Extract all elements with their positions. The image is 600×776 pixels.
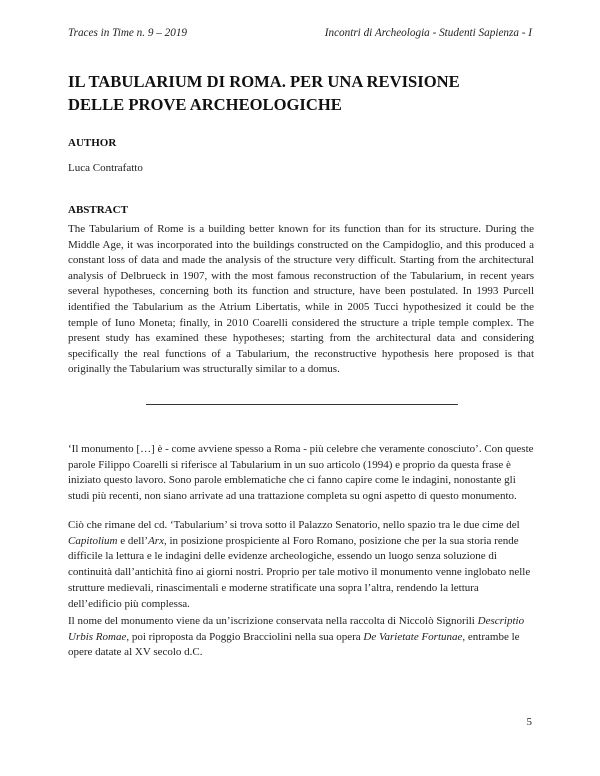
body-paragraph-3 bbox=[68, 614, 534, 661]
abstract-text: The Tabularium of Rome is a building better known for its function than for its structure. During the Middle Age, it was incorporated into the buildings constructed on the Campidoglio, and this produced a constant loss of data and made the analysis of the structure very difficult. Starting from the architectural analysis of Delbrueck in 1907, with the most famous reconstruction of the Tabularium, in recent years several hypotheses, concerning both its function and structure, have been postulated. In 1993 Purcell identified the Tabularium as the Atrium Libertatis, while in 2005 Tucci hypothesized it could be the temple of Iuno Moneta; finally, in 2010 Coarelli considered the structure a triple temple complex. The present study has examined these hypotheses; starting from the architectural data and considering specifically the real functions of a Tabularium, the reconstructive hypothesis here proposed is that originally the Tabularium was structurally similar to a domus. bbox=[68, 223, 534, 376]
body-paragraph-1: ‘Il monumento […] è - come avviene spesso a Roma - più celebre che veramente conosciuto’. Con queste parole Filippo Coarelli si riferisce al Tabularium in un suo articolo (1994) e proprio da questa frase è iniziato questo lavoro. Sono parole emblematiche che ci fanno capire come le indagini, nonostante gli studi più recenti, non siano arrivate ad una trattazione completa su ogni aspetto di questo monumento. bbox=[68, 443, 534, 503]
para2-text-3: , in posizione prospiciente al Foro Romano, posizione che per la sua storia rende difficile la lettura e le indagini delle evidenze archeologiche, essendo un luogo senza soluzione di continuità dall’antichità fino ai giorni nostri. Proprio per tale motivo il monumento venne inglobato nelle strutture medievali, rinascimentali e moderne stratificate una sopra l’altra, rendendo la lettura dell’edificio più complessa. bbox=[68, 534, 531, 610]
title-line-2: DELLE PROVE ARCHEOLOGICHE bbox=[68, 95, 342, 114]
abstract-heading: ABSTRACT bbox=[68, 204, 128, 216]
header-series: Incontri di Archeologia - Studenti Sapienza - I bbox=[324, 27, 532, 39]
para3-text-2: , poi riproposta da Poggio Bracciolini nella sua opera bbox=[126, 630, 364, 643]
para2-text-1: Ciò che rimane del cd. ‘Tabularium’ si trova sotto il Palazzo Senatorio, nello spazio tra le due cime del bbox=[68, 519, 520, 531]
body-paragraph-2 bbox=[68, 518, 534, 612]
author-heading: AUTHOR bbox=[68, 137, 117, 149]
author-name: Luca Contrafatto bbox=[68, 162, 143, 174]
paper-title bbox=[68, 70, 538, 116]
para3-italic-de-varietate: De Varietate Fortunae bbox=[363, 630, 463, 643]
page-number: 5 bbox=[526, 716, 532, 728]
para2-text-2: e dell’ bbox=[117, 534, 149, 547]
para3-text-3: , entrambe le opere datate al XV secolo d.C. bbox=[68, 630, 520, 659]
para3-text-1: Il nome del monumento viene da un’iscrizione conservata nella raccolta di Niccolò Signorili bbox=[68, 615, 478, 627]
para3-italic-descriptio: Descriptio Urbis Romae bbox=[68, 615, 525, 643]
title-line-1: IL TABULARIUM DI ROMA. PER UNA REVISIONE bbox=[68, 72, 460, 91]
para2-italic-capitolium: Capitolium bbox=[68, 534, 118, 547]
header-journal: Traces in Time n. 9 – 2019 bbox=[68, 27, 188, 39]
section-divider bbox=[146, 404, 458, 405]
para2-italic-arx: Arx bbox=[148, 534, 164, 547]
running-header bbox=[68, 27, 532, 39]
